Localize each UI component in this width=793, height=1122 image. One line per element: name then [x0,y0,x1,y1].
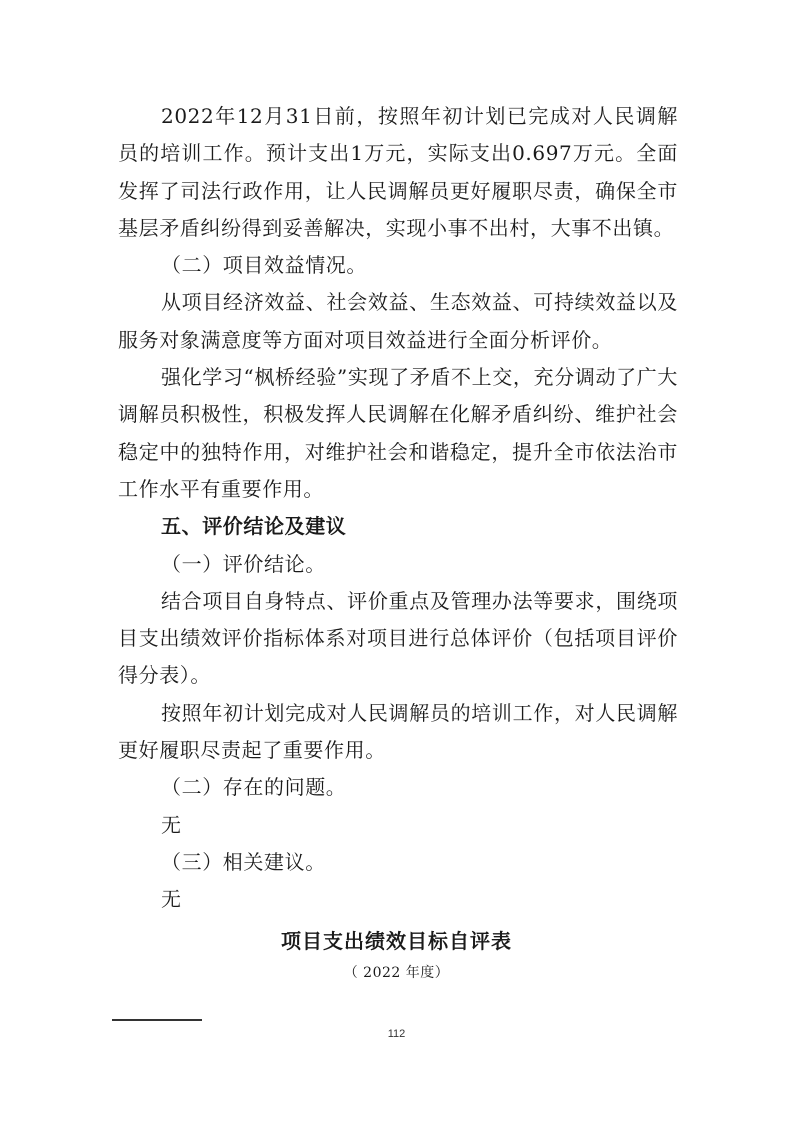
page-number: 112 [387,1028,406,1040]
subheading-evaluation-conclusion: （一）评价结论。 [161,551,326,576]
subheading-suggestions: （三）相关建议。 [161,849,326,874]
paragraph-training-progress: 2022年12月31日前，按照年初计划已完成对人民调解员的培训工作。预计支出1万元，实际支出0.697万元。全面发挥了司法行政作用，让人民调解员更好履职尽责，确保全市基层矛盾纠纷得到妥善解决，实现小事不出村，大事不出镇。 [118,104,678,240]
paragraph-fengqiao-experience: 强化学习“枫桥经验”实现了矛盾不上交，充分调动了广大调解员积极性，积极发挥人民调解在化解矛盾纠纷、维护社会稳定中的独特作用，对维护社会和谐稳定，提升全市依法治市工作水平有重要作用。 [118,365,678,501]
paragraph-evaluation-result: 按照年初计划完成对人民调解员的培训工作，对人民调解更好履职尽责起了重要作用。 [118,700,678,763]
paragraph-evaluation-method: 结合项目自身特点、评价重点及管理办法等要求，围绕项目支出绩效评价指标体系对项目进行总体评价（包括项目评价得分表）。 [118,588,678,688]
footnote-divider [112,1019,202,1021]
body-text [118,98,678,919]
subheading-existing-problems: （二）存在的问题。 [161,775,347,800]
paragraph-suggestions-none: 无 [161,887,182,912]
table-year: （ 2022 年度） [343,965,450,981]
section-heading-conclusions: 五、评价结论及建议 [161,514,347,539]
paragraph-benefit-analysis: 从项目经济效益、社会效益、生态效益、可持续效益以及服务对象满意度等方面对项目效益进行全面分析评价。 [118,290,678,352]
table-title: 项目支出绩效目标自评表 [281,929,512,953]
paragraph-problems-none: 无 [161,812,182,837]
subheading-project-benefits: （二）项目效益情况。 [161,253,367,278]
